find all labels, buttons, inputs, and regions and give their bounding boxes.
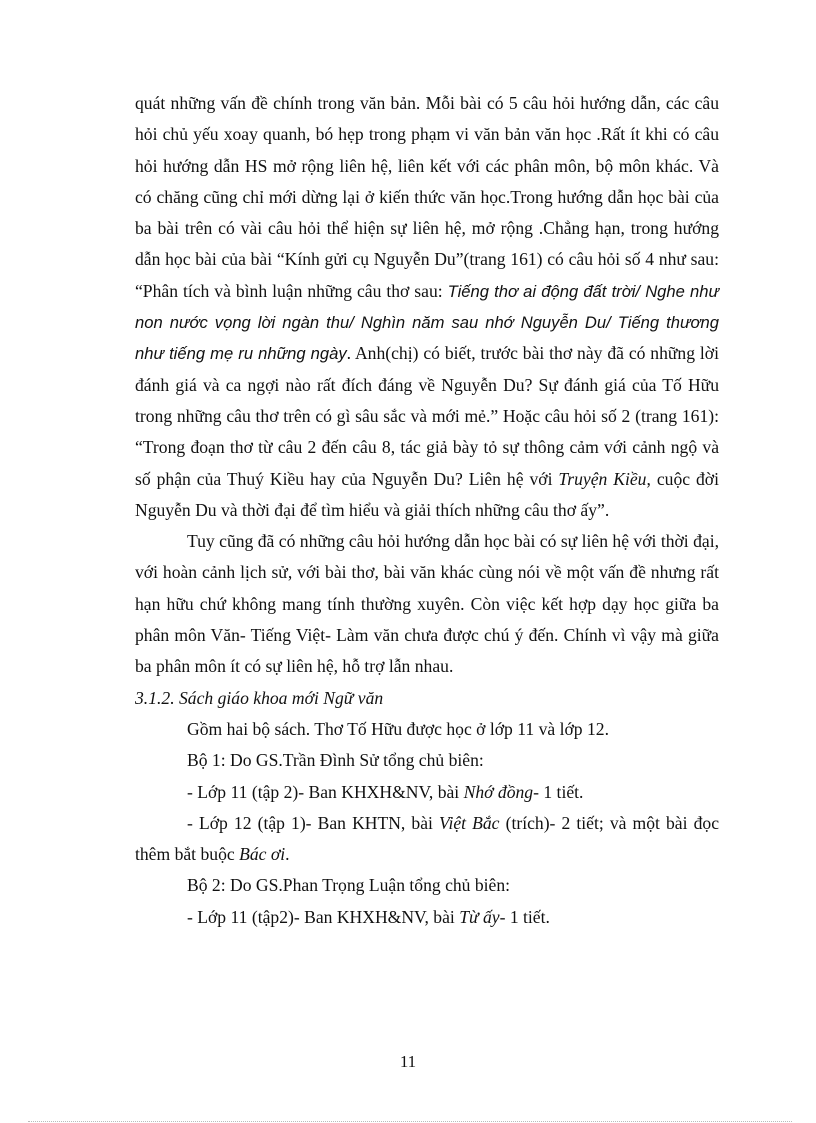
page-number: 11 [399,1052,417,1071]
set-2-grade-11-lessons: - 1 tiết. [499,906,550,927]
section-heading: 3.1.2. Sách giáo khoa mới Ngữ văn [135,687,384,708]
poem-quote: Tiếng thơ ai động đất trời/ Nghe như non nước vọng lời ngàn thu/ Nghìn năm sau nhớ Nguyễn Du/ Tiếng thương như tiếng mẹ ru những ngày [135,281,720,364]
set-2-grade-11 [135,902,719,933]
set-1-grade-11-text: - Lớp 11 (tập 2)- Ban KHXH&NV, bài [187,781,464,802]
set-1-grade-12-lessons: (trích)- 2 tiết; và một bài đọc thêm bắt buộc [135,812,720,865]
work-viet-bac: Việt Bắc [439,812,500,833]
set-1-grade-12-text: - Lớp 12 (tập 1)- Ban KHTN, bài [187,812,440,833]
paragraph-1-text-c: , cuộc đời Nguyễn Du và thời đại để tìm hiểu và giải thích những câu thơ ấy”. [135,468,719,520]
set-2-title: Bộ 2: Do GS.Phan Trọng Luận tổng chủ biên: [187,875,511,896]
paragraph-1 [135,88,719,526]
work-tu-ay: Từ ấy [459,906,500,927]
paragraph-1-text-b: . Anh(chị) có biết, trước bài thơ này đã có những lời đánh giá và ca ngợi nào rất đích đáng về Nguyễn Du? Sự đánh giá của Tố Hữu trong những câu thơ trên có gì sâu sắc và mới mẻ.” Hoặc câu hỏi số 2 (trang 161): “Trong đoạn thơ từ câu 2 đến câu 8, tác giả bày tỏ sự thông cảm với cảnh ngộ và số phận của Thuý Kiều hay của Nguyễn Du? Liên hệ với [135,343,719,489]
set-1-grade-12-end: . [285,844,290,865]
paragraph-2: Tuy cũng đã có những câu hỏi hướng dẫn học bài có sự liên hệ với thời đại, với hoàn cảnh lịch sử, với bài thơ, bài văn khác cùng nói về một vấn đề nhưng rất hạn hữu chứ không mang tính thường xuyên. Còn việc kết hợp dạy học giữa ba phân môn Văn- Tiếng Việt- Làm văn chưa được chú ý đến. Chính vì vậy mà giữa ba phân môn ít có sự liên hệ, hỗ trợ lẫn nhau. [135,531,719,677]
set-1-grade-12 [135,808,719,871]
intro-line: Gồm hai bộ sách. Thơ Tố Hữu được học ở lớp 11 và lớp 12. [187,718,609,739]
page-bottom-border [28,1121,792,1122]
paragraph-1-text-a: quát những vấn đề chính trong văn bản. Mỗi bài có 5 câu hỏi hướng dẫn, các câu hỏi chủ yếu xoay quanh, bó hẹp trong phạm vi văn bản văn học .Rất ít khi có câu hỏi hướng dẫn HS mở rộng liên hệ, liên kết với các phân môn, bộ môn khác. Và có chăng cũng chỉ mới dừng lại ở kiến thức văn học.Trong hướng dẫn học bài của ba bài trên có vài câu hỏi thể hiện sự liên hệ, mở rộng .Chẳng hạn, trong hướng dẫn học bài của bài “Kính gửi cụ Nguyễn Du”(trang 161) có câu hỏi số 4 như sau: “Phân tích và bình luận những câu thơ sau: [135,93,719,301]
work-nho-dong: Nhớ đồng [463,781,534,802]
set-1-grade-11 [135,777,719,808]
work-bac-oi: Bác ơi [239,844,286,865]
set-1-title: Bộ 1: Do GS.Trần Đình Sử tổng chủ biên: [187,750,484,771]
page-content [135,88,719,933]
set-2-grade-11-text: - Lớp 11 (tập2)- Ban KHXH&NV, bài [187,906,460,927]
set-1-grade-11-lessons: - 1 tiết. [533,781,584,802]
book-title-truyen-kieu: Truyện Kiều [558,468,647,489]
